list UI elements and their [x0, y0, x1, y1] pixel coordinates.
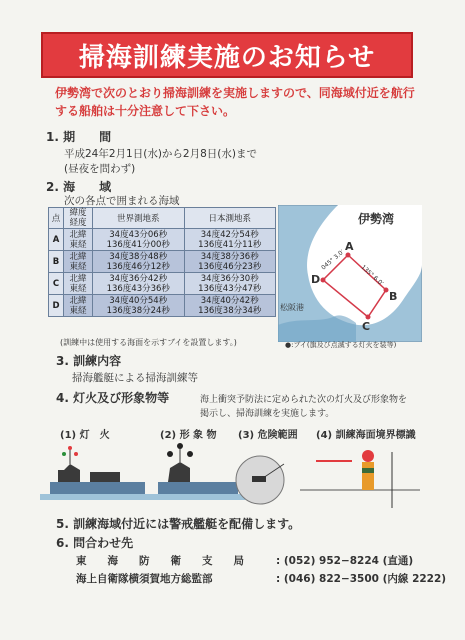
period-note: (昼夜を問わず) [64, 163, 136, 175]
label-d: D [311, 273, 321, 286]
world-coords: 34度36分42秒 136度43分36秒 [93, 273, 185, 295]
label-b: B [389, 290, 398, 303]
lights-text-line2: 掲示し、掃海訓練を実施します。 [200, 409, 335, 419]
latlon-labels: 北緯 東経 [64, 229, 93, 251]
buoy-d [321, 278, 326, 283]
point-label: C [49, 273, 64, 295]
latlon-labels: 北緯 東経 [64, 273, 93, 295]
table-row [49, 273, 276, 295]
area-map [278, 205, 422, 342]
danger-item-label: (3) 危険範囲 [238, 430, 298, 441]
contact-phone-2: : (046) 822−3500 (内線 2222) [276, 573, 447, 585]
content-heading: 3. 訓練内容 [56, 354, 122, 368]
header-point: 点 [49, 208, 64, 229]
map-legend: ●:ブイ(旗及び点滅する灯火を装等) [285, 341, 397, 349]
title-banner [41, 32, 413, 78]
bearing-label-2: 135° 6.0′ [359, 263, 385, 288]
contact-org-1: 東 海 防 衛 支 局 [76, 555, 244, 567]
latlon-labels: 北緯 東経 [64, 295, 93, 317]
intro-text: 伊勢湾で次のとおり掃海訓練を実施しますので、同海域付近を航行する船舶は十分注意して下さい。 [55, 86, 415, 118]
japan-coords: 34度40分42秒 136度38分34秒 [184, 295, 276, 317]
coordinates-table [48, 207, 276, 317]
place-label: 松阪港 [280, 303, 304, 312]
boundary-item-label: (4) 訓練海面境界標識 [316, 430, 416, 441]
world-coords: 34度43分06秒 136度41分00秒 [93, 229, 185, 251]
table-header-row [49, 208, 276, 229]
period-text: 平成24年2月1日(水)から2月8日(水)まで [64, 148, 257, 160]
buoy-a [346, 253, 351, 258]
period-heading: 1. 期 間 [46, 130, 112, 144]
header-latlon: 緯度 経度 [64, 208, 93, 229]
light-ship-icon [40, 446, 155, 500]
table-row [49, 295, 276, 317]
illustrations [40, 442, 450, 508]
contact-phone-1: : (052) 952−8224 (直通) [276, 555, 414, 567]
light-item-label: (1) 灯 火 [60, 430, 110, 441]
label-c: C [362, 320, 371, 333]
bearing-label-1: 045° 3.0′ [320, 248, 346, 272]
point-label: B [49, 251, 64, 273]
lights-heading: 4. 灯火及び形象物等 [56, 391, 170, 405]
point-label: D [49, 295, 64, 317]
buoy-c [366, 315, 371, 320]
area-text: 次の各点で囲まれる海域 [64, 195, 180, 207]
world-coords: 34度38分48秒 136度46分12秒 [93, 251, 185, 273]
contact-org-2: 海上自衛隊横須賀地方総監部 [76, 573, 213, 585]
shape-item-label: (2) 形 象 物 [160, 430, 217, 441]
table-note: (訓練中は使用する海面を示すブイを設置します。) [60, 338, 237, 347]
area-heading: 2. 海 域 [46, 180, 112, 194]
point-label: A [49, 229, 64, 251]
inquiry-heading: 6. 問合わせ先 [56, 536, 134, 550]
latlon-labels: 北緯 東経 [64, 251, 93, 273]
header-world: 世界測地系 [93, 208, 185, 229]
buoy-b [384, 288, 389, 293]
content-text: 掃海艦艇による掃海訓練等 [72, 372, 198, 384]
label-a: A [345, 240, 354, 253]
japan-coords: 34度36分30秒 136度43分47秒 [184, 273, 276, 295]
escort-heading: 5. 訓練海域付近には警戒艦艇を配備します。 [56, 517, 301, 531]
map-title: 伊勢湾 [358, 212, 395, 226]
japan-coords: 34度38分36秒 136度46分23秒 [184, 251, 276, 273]
japan-coords: 34度42分54秒 136度41分11秒 [184, 229, 276, 251]
world-coords: 34度40分54秒 136度38分24秒 [93, 295, 185, 317]
lights-text-line1: 海上衝突予防法に定められた次の灯火及び形象物を [200, 395, 408, 405]
boundary-buoy-icon [300, 450, 420, 508]
shape-ship-icon [150, 443, 245, 500]
table-row [49, 251, 276, 273]
header-japan: 日本測地系 [184, 208, 276, 229]
table-row [49, 229, 276, 251]
danger-area-icon [236, 456, 284, 504]
page-title: 掃海訓練実施のお知らせ [78, 42, 376, 73]
